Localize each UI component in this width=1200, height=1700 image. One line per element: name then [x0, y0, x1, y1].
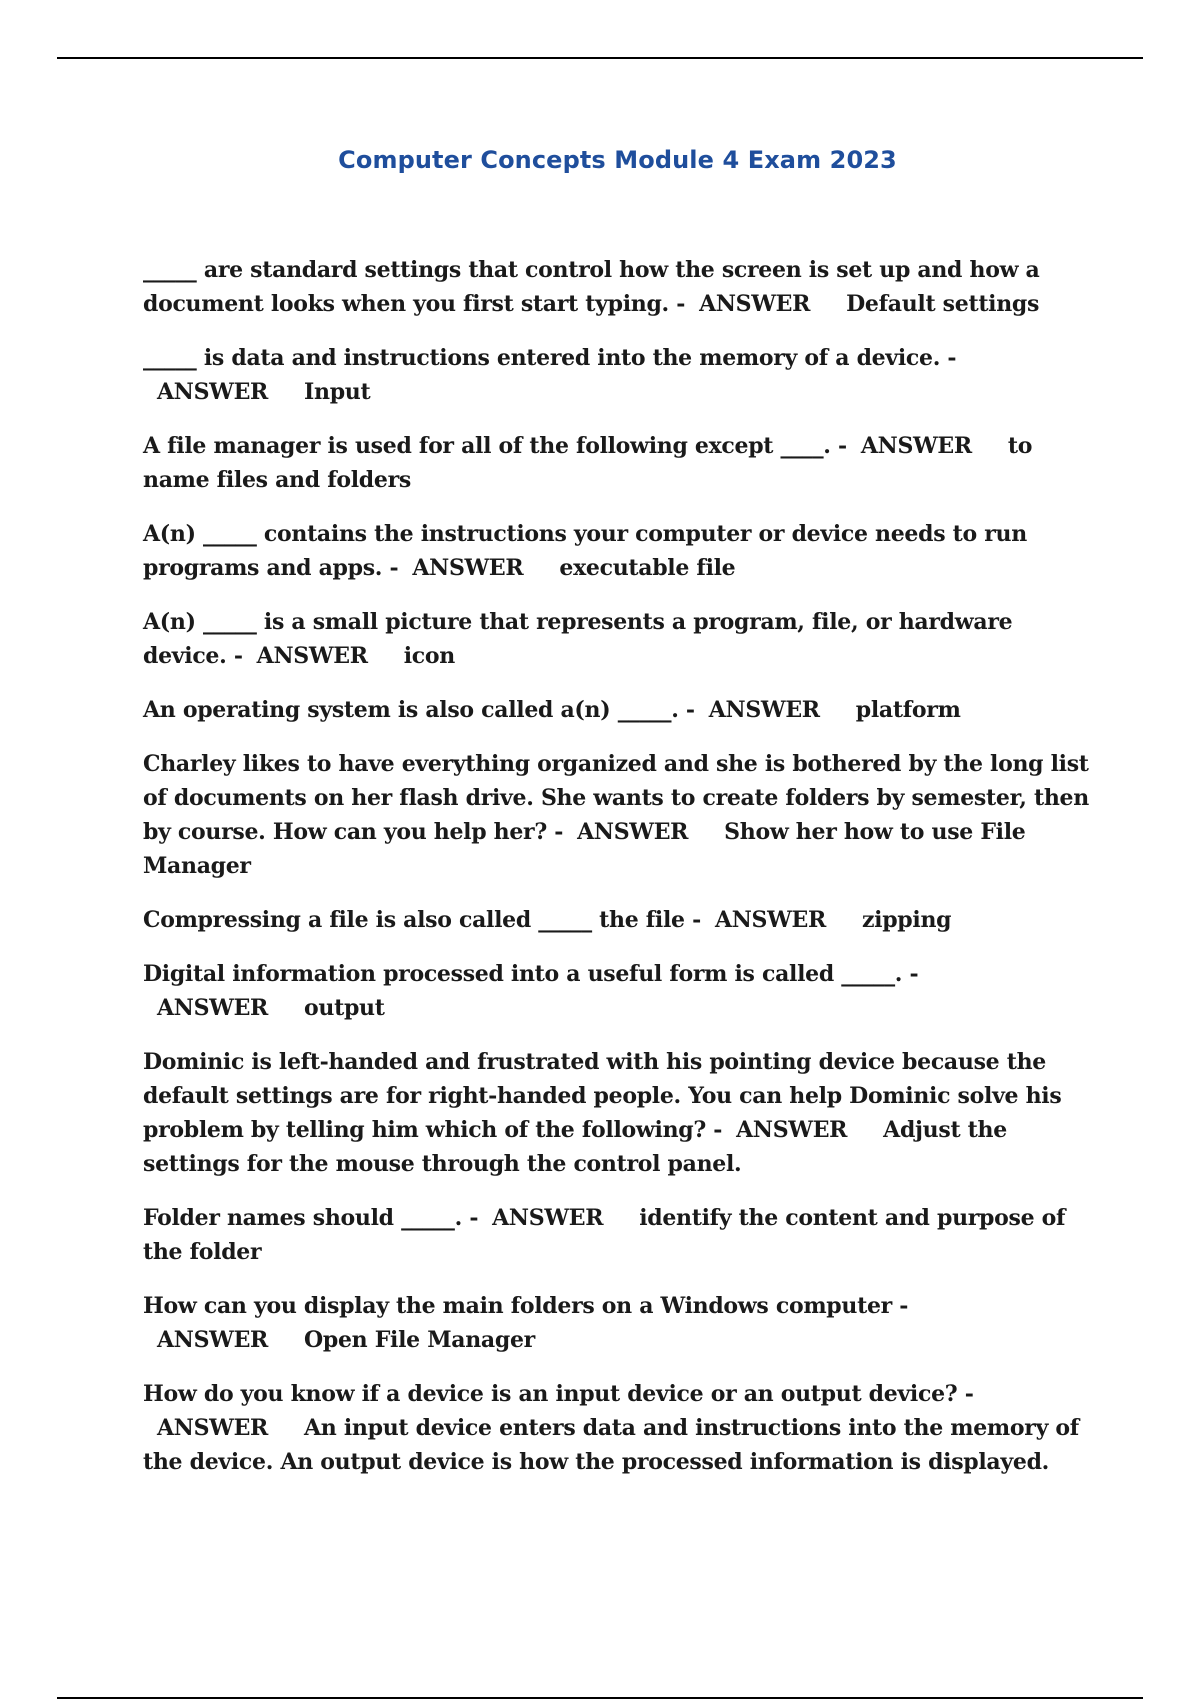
qa-item: [143, 517, 1103, 585]
answer-tag: ANSWER: [412, 555, 524, 581]
qa-item: [143, 957, 1103, 1025]
answer-text: Adjust the settings for the mouse through the control panel.: [143, 1117, 1007, 1177]
question-text: A(n) _____ is a small picture that represents a program, file, or hardware device. -: [143, 609, 1013, 669]
answer-tag: ANSWER: [714, 907, 826, 933]
qa-item: [143, 747, 1103, 883]
answer-tag: ANSWER: [256, 643, 368, 669]
answer-tag: ANSWER: [492, 1205, 604, 1231]
answer-tag: ANSWER: [699, 291, 811, 317]
qa-item: [143, 1201, 1103, 1269]
answer-tag: ANSWER: [708, 697, 820, 723]
answer-text: Open File Manager: [304, 1327, 535, 1353]
answer-text: Default settings: [846, 291, 1040, 317]
answer-tag: ANSWER: [157, 1415, 269, 1441]
qa-list: [143, 253, 1103, 1499]
answer-text: platform: [855, 697, 961, 723]
question-text: Folder names should _____. -: [143, 1205, 479, 1231]
answer-tag: ANSWER: [860, 433, 972, 459]
answer-text: to name files and folders: [143, 433, 1033, 493]
question-text: Dominic is left-handed and frustrated with his pointing device because the default settings are for right-handed people. You can help Dominic solve his problem by telling him which of the following? -: [143, 1049, 1062, 1143]
question-text: Digital information processed into a useful form is called _____. -: [143, 961, 919, 987]
question-text: _____ are standard settings that control how the screen is set up and how a document looks when you first start typing. -: [143, 257, 1040, 317]
qa-item: [143, 1377, 1103, 1479]
question-text: A file manager is used for all of the following except ____. -: [143, 433, 847, 459]
answer-tag: ANSWER: [157, 995, 269, 1021]
qa-item: [143, 1045, 1103, 1181]
answer-tag: ANSWER: [157, 1327, 269, 1353]
question-text: A(n) _____ contains the instructions your computer or device needs to run programs and apps. -: [143, 521, 1027, 581]
answer-tag: ANSWER: [157, 379, 269, 405]
question-text: _____ is data and instructions entered into the memory of a device. -: [143, 345, 957, 371]
qa-item: [143, 605, 1103, 673]
question-text: How do you know if a device is an input device or an output device? -: [143, 1381, 974, 1407]
qa-item: [143, 341, 1103, 409]
question-text: An operating system is also called a(n) _____. -: [143, 697, 695, 723]
top-rule: [57, 57, 1143, 59]
qa-item: [143, 693, 1103, 727]
qa-item: [143, 429, 1103, 497]
bottom-rule: [57, 1697, 1143, 1699]
question-text: Charley likes to have everything organized and she is bothered by the long list of documents on her flash drive. She wants to create folders by semester, then by course. How can you help her? -: [143, 751, 1089, 845]
question-text: How can you display the main folders on a Windows computer -: [143, 1293, 909, 1319]
question-text: Compressing a file is also called _____ the file -: [143, 907, 701, 933]
answer-text: identify the content and purpose of the folder: [143, 1205, 1066, 1265]
qa-item: [143, 253, 1103, 321]
answer-text: Input: [304, 379, 371, 405]
answer-text: Show her how to use File Manager: [143, 819, 1026, 879]
answer-text: executable file: [559, 555, 736, 581]
answer-tag: ANSWER: [577, 819, 689, 845]
answer-text: An input device enters data and instructions into the memory of the device. An output device is how the processed information is displayed.: [143, 1415, 1079, 1475]
answer-tag: ANSWER: [736, 1117, 848, 1143]
answer-text: zipping: [861, 907, 952, 933]
answer-text: output: [304, 995, 385, 1021]
page-title: Computer Concepts Module 4 Exam 2023: [338, 146, 897, 174]
answer-text: icon: [403, 643, 455, 669]
qa-item: [143, 1289, 1103, 1357]
qa-item: [143, 903, 1103, 937]
